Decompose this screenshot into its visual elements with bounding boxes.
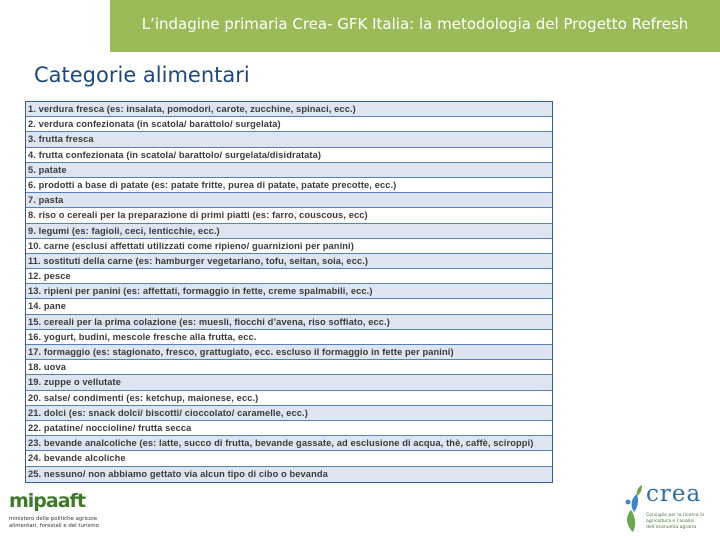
crea-logo-subtitle: Consiglio per la ricerca in agricoltura e l’analisi dell’economia agraria bbox=[646, 513, 705, 530]
category-row: 1. verdura fresca (es: insalata, pomodori, carote, zucchine, spinaci, ecc.) bbox=[26, 102, 552, 117]
category-row: 4. frutta confezionata (in scatola/ barattolo/ surgelata/disidratata) bbox=[26, 148, 552, 163]
category-row: 18. uova bbox=[26, 360, 552, 375]
category-row: 22. patatine/ noccioline/ frutta secca bbox=[26, 421, 552, 436]
categories-table bbox=[25, 101, 553, 483]
crea-leaf-icon bbox=[622, 484, 644, 534]
page-title: Categorie alimentari bbox=[34, 63, 250, 87]
category-row: 15. cereali per la prima colazione (es: muesli, fiocchi d’avena, riso soffiato, ecc.) bbox=[26, 315, 552, 330]
mipaaft-logo-subtitle: ministero delle politiche agricole alimentari, forestali e del turismo bbox=[9, 516, 99, 529]
category-row: 14. pane bbox=[26, 299, 552, 314]
category-row: 10. carne (esclusi affettati utilizzati come ripieno/ guarnizioni per panini) bbox=[26, 239, 552, 254]
category-row: 16. yogurt, budini, mescole fresche alla frutta, ecc. bbox=[26, 330, 552, 345]
category-row: 20. salse/ condimenti (es: ketchup, maionese, ecc.) bbox=[26, 391, 552, 406]
category-row: 11. sostituti della carne (es: hamburger vegetariano, tofu, seitan, soia, ecc.) bbox=[26, 254, 552, 269]
category-row: 23. bevande analcoliche (es: latte, succo di frutta, bevande gassate, ad esclusione di acqua, thè, caffè, sciroppi) bbox=[26, 436, 552, 451]
category-row: 12. pesce bbox=[26, 269, 552, 284]
header-band bbox=[110, 0, 720, 52]
category-row: 6. prodotti a base di patate (es: patate fritte, purea di patate, patate precotte, ecc.) bbox=[26, 178, 552, 193]
mipaaft-logo-word: mipaaft bbox=[9, 490, 85, 512]
category-row: 7. pasta bbox=[26, 193, 552, 208]
crea-logo-word: crea bbox=[646, 481, 702, 507]
category-row: 3. frutta fresca bbox=[26, 132, 552, 147]
category-row: 5. patate bbox=[26, 163, 552, 178]
category-row: 17. formaggio (es: stagionato, fresco, grattugiato, ecc. escluso il formaggio in fette per panini) bbox=[26, 345, 552, 360]
category-row: 19. zuppe o vellutate bbox=[26, 375, 552, 390]
category-row: 24. bevande alcoliche bbox=[26, 451, 552, 466]
mipaaft-logo bbox=[7, 490, 107, 538]
crea-logo bbox=[622, 480, 718, 536]
header-title: L’indagine primaria Crea- GFK Italia: la metodologia del Progetto Refresh bbox=[141, 15, 689, 33]
category-row: 8. riso o cereali per la preparazione di primi piatti (es: farro, couscous, ecc) bbox=[26, 208, 552, 223]
category-row: 21. dolci (es: snack dolci/ biscotti/ cioccolato/ caramelle, ecc.) bbox=[26, 406, 552, 421]
category-row: 25. nessuno/ non abbiamo gettato via alcun tipo di cibo o bevanda bbox=[26, 467, 552, 482]
category-row: 13. ripieni per panini (es: affettati, formaggio in fette, creme spalmabili, ecc.) bbox=[26, 284, 552, 299]
category-row: 2. verdura confezionata (in scatola/ barattolo/ surgelata) bbox=[26, 117, 552, 132]
category-row: 9. legumi (es: fagioli, ceci, lenticchie, ecc.) bbox=[26, 224, 552, 239]
